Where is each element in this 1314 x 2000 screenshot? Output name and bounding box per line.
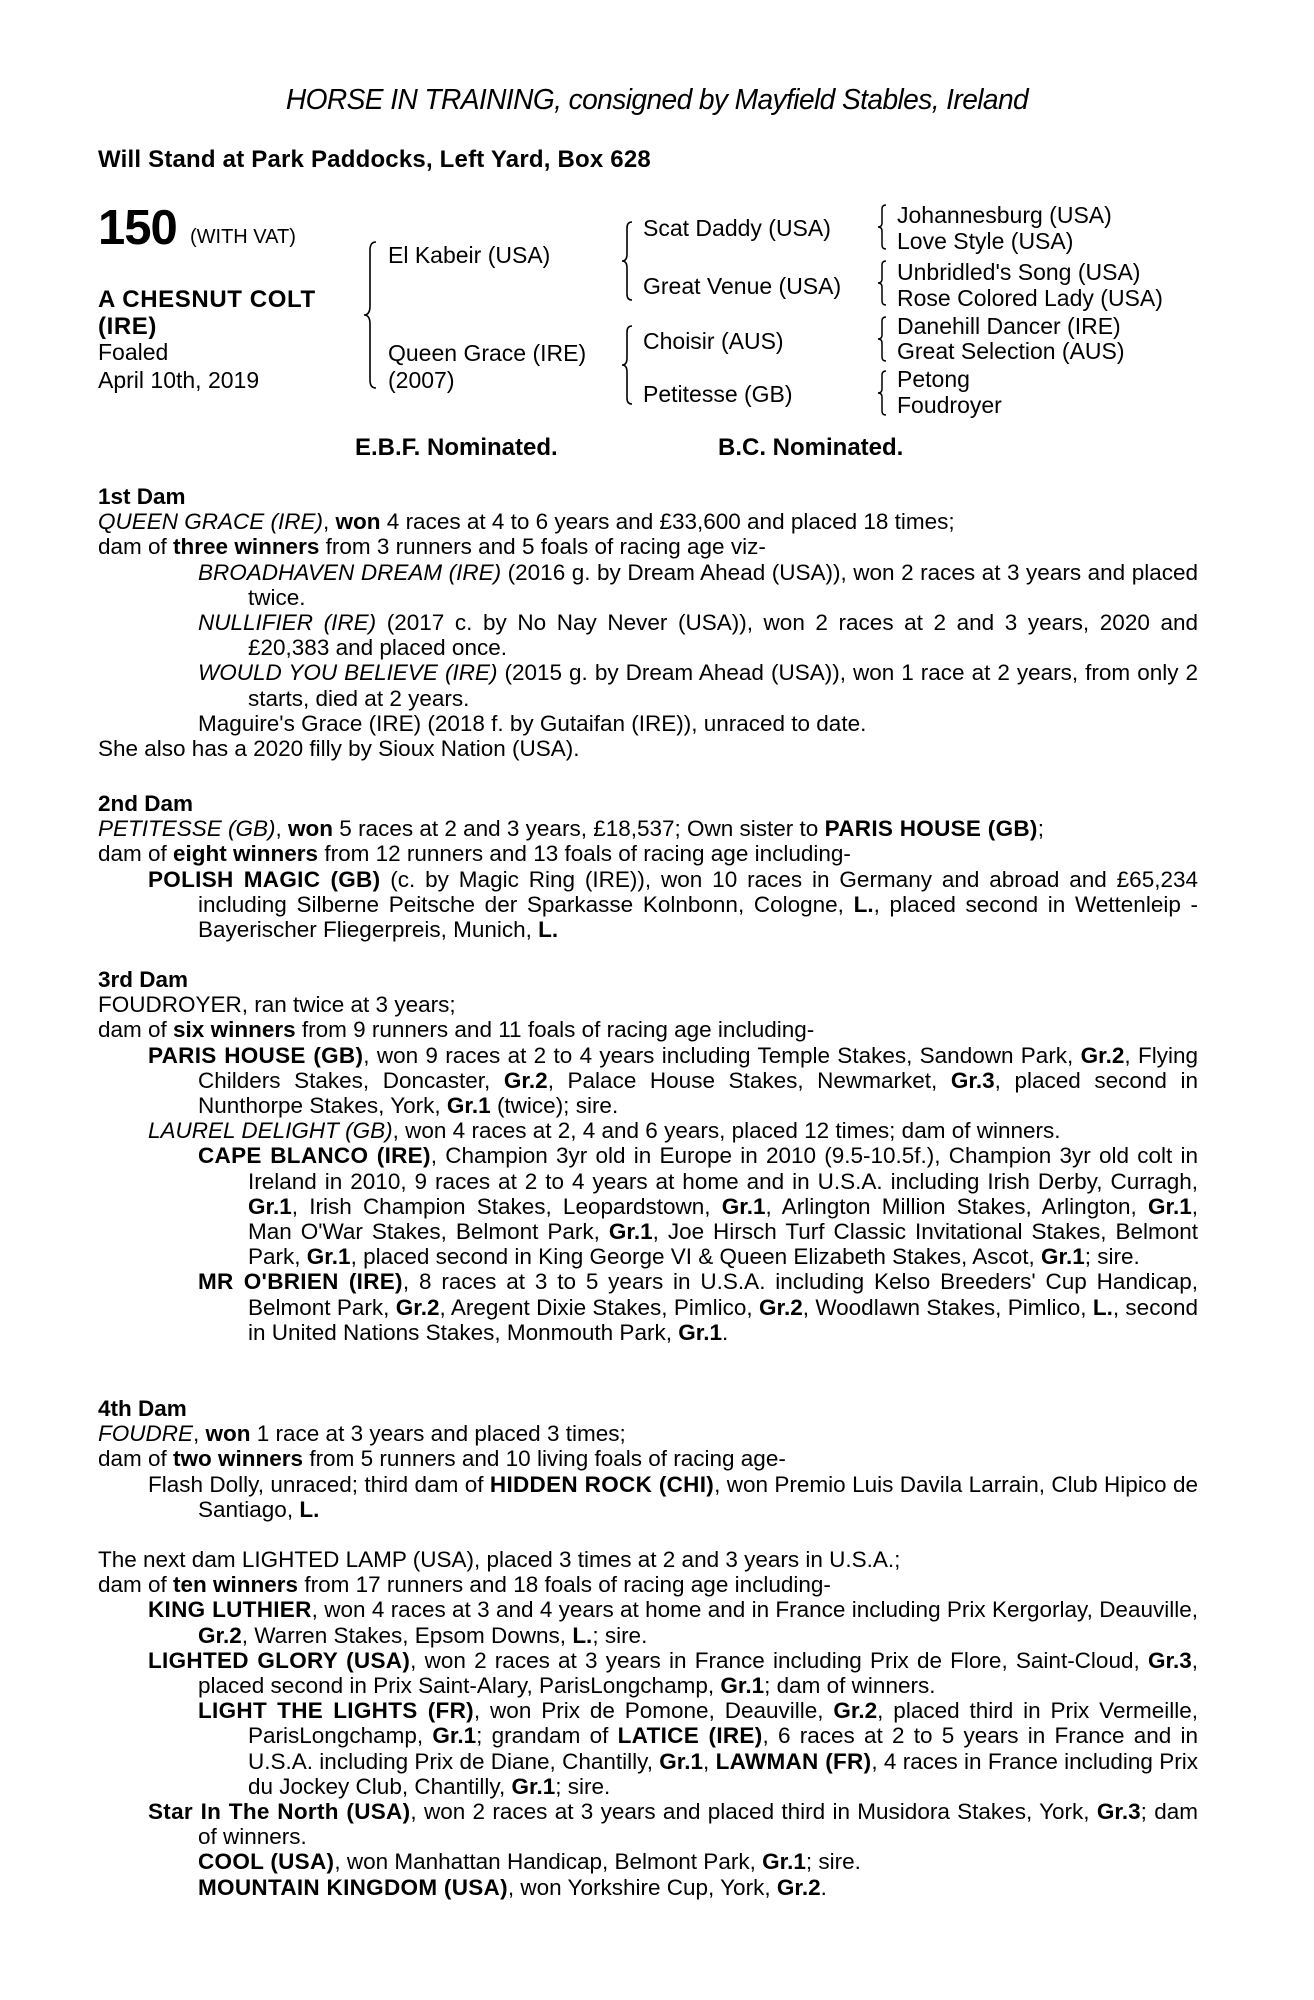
- text: (2017 c. by No Nay Never (USA)), won 2 races at 2 and 3 years, 2020 and £20,383 and placed once.: [248, 610, 1198, 661]
- ebf-nominated: E.B.F. Nominated.: [355, 434, 558, 461]
- dam-year: (2007): [388, 367, 455, 393]
- text: , second in United Nations Stakes, Monmouth Park,: [248, 1294, 1198, 1345]
- produce-entry: [98, 660, 1198, 710]
- text: three winners: [173, 534, 320, 560]
- text: from 9 runners and 11 foals of racing age including-: [295, 1017, 815, 1043]
- horse-name: NULLIFIER (IRE): [198, 610, 377, 636]
- bc-nominated: B.C. Nominated.: [718, 434, 904, 461]
- next-dam-section: [98, 1547, 1198, 1900]
- text: , Flying Childers Stakes, Doncaster,: [198, 1042, 1198, 1093]
- text: , placed second in Prix Saint-Alary, ParisLongchamp,: [198, 1647, 1198, 1699]
- text: Gr.3: [1147, 1647, 1192, 1673]
- pedigree-brace-ggp4: [876, 369, 888, 417]
- produce-entry: [98, 1269, 1198, 1345]
- text: ,: [193, 1421, 206, 1447]
- text: , won Manhattan Handicap, Belmont Park,: [334, 1849, 763, 1875]
- produce-entry: [98, 1648, 1198, 1698]
- text: ;: [1037, 816, 1044, 842]
- foaled-info: [98, 338, 259, 394]
- ggp-danehill-dancer: Danehill Dancer (IRE): [897, 313, 1121, 339]
- first-dam-section: [98, 484, 1198, 761]
- text: Gr.1: [659, 1748, 704, 1774]
- text: (c. by Magic Ring (IRE)), won 10 races in Germany and abroad and £65,234 including Silberne Peitsche der Sparkasse Kolnbonn, Cologne,: [198, 866, 1198, 917]
- horse-name: HIDDEN ROCK (CHI): [489, 1471, 715, 1497]
- horse-name: CAPE BLANCO (IRE): [198, 1143, 431, 1169]
- text: from 3 runners and 5 foals of racing age viz-: [319, 534, 766, 560]
- ggp-petong: Petong: [897, 366, 970, 392]
- pedigree-brace-parents: [362, 240, 378, 390]
- sire-sire-name: Scat Daddy (USA): [643, 215, 831, 241]
- ggp-love-style: Love Style (USA): [897, 228, 1074, 254]
- text: Gr.1: [432, 1723, 477, 1749]
- text: Gr.3: [1096, 1799, 1141, 1825]
- text: dam of: [98, 1017, 174, 1043]
- fourth-dam-section: [98, 1396, 1198, 1522]
- text: , placed second in King George VI & Queen Elizabeth Stakes, Ascot,: [350, 1244, 1041, 1270]
- text: Gr.2: [1080, 1042, 1125, 1068]
- text: , won Prix de Pomone, Deauville,: [473, 1698, 834, 1724]
- text: from 17 runners and 18 foals of racing age including-: [298, 1572, 831, 1598]
- text: Gr.1: [762, 1849, 806, 1875]
- text: Gr.2: [833, 1698, 878, 1724]
- foaled-date: April 10th, 2019: [98, 367, 260, 393]
- dam-name: QUEEN GRACE (IRE): [98, 509, 324, 535]
- page-title: HORSE IN TRAINING, consigned by Mayfield Stables, Ireland: [285, 84, 1029, 116]
- text: , Arlington Million Stakes, Arlington,: [765, 1193, 1148, 1219]
- text: dam of: [98, 1572, 174, 1598]
- text: dam of: [98, 534, 174, 560]
- vat-label: (WITH VAT): [190, 226, 296, 248]
- produce-entry: [98, 867, 1198, 943]
- text: , Woodlawn Stakes, Pimlico,: [802, 1294, 1093, 1320]
- text: six winners: [173, 1017, 296, 1043]
- text: 1 race at 3 years and placed 3 times;: [250, 1421, 626, 1447]
- text: , won Premio Luis Davila Larrain, Club Hipico de Santiago,: [198, 1471, 1199, 1522]
- third-dam-section: [98, 967, 1198, 1345]
- horse-name: COOL (USA): [198, 1849, 335, 1875]
- text: Gr.2: [758, 1294, 803, 1320]
- produce-entry: [98, 1799, 1198, 1849]
- text: , Aregent Dixie Stakes, Pimlico,: [439, 1294, 759, 1320]
- produce-entry: [98, 711, 1198, 736]
- text: Gr.3: [950, 1067, 995, 1093]
- text: Gr.1: [446, 1093, 491, 1119]
- text: , placed second in Nunthorpe Stakes, York,: [198, 1067, 1198, 1119]
- text: Gr.1: [721, 1193, 766, 1219]
- horse-name: POLISH MAGIC (GB): [148, 866, 381, 892]
- section-heading: 1st Dam: [98, 484, 186, 509]
- text: ; sire.: [805, 1849, 861, 1875]
- text: ten winners: [173, 1572, 299, 1598]
- pedigree-brace-dam: [620, 324, 634, 406]
- text: won: [335, 509, 381, 535]
- pedigree-brace-ggp2: [876, 259, 888, 307]
- horse-description-line2: (IRE): [98, 313, 157, 340]
- text: Gr.1: [1040, 1244, 1085, 1270]
- text: ,: [703, 1748, 716, 1774]
- text: won: [205, 1421, 251, 1447]
- produce-entry: [98, 610, 1198, 660]
- text: , Champion 3yr old in Europe in 2010 (9.5-10.5f.), Champion 3yr old colt in Ireland in 2010, 9 races at 2 to 4 years at home and in U.S.A. including Irish Derby, Curragh,: [248, 1143, 1198, 1194]
- pedigree-brace-ggp3: [876, 315, 888, 363]
- text: , Man O'War Stakes, Belmont Park,: [248, 1193, 1198, 1245]
- text: ; sire.: [1084, 1244, 1140, 1270]
- text: , won Yorkshire Cup, York,: [507, 1874, 777, 1900]
- ggp-foudroyer: Foudroyer: [897, 392, 1002, 418]
- text: Gr.1: [678, 1319, 722, 1345]
- text: , won 4 races at 2, 4 and 6 years, placed 12 times; dam of winners.: [392, 1118, 1061, 1144]
- foaled-label: Foaled: [98, 339, 169, 365]
- produce-entry: [98, 1875, 1198, 1900]
- produce-entry: [98, 1143, 1198, 1269]
- produce-entry: [98, 1043, 1198, 1119]
- text: Gr.1: [1147, 1193, 1192, 1219]
- horse-description: [98, 286, 316, 340]
- text: Gr.2: [395, 1294, 440, 1320]
- text: L.: [853, 891, 874, 917]
- location-line: Will Stand at Park Paddocks, Left Yard, Box 628: [98, 146, 651, 173]
- ggp-johannesburg: Johannesburg (USA): [897, 202, 1112, 228]
- produce-entry: [98, 1698, 1198, 1799]
- second-dam-section: [98, 791, 1198, 942]
- horse-name: PARIS HOUSE (GB): [824, 816, 1038, 842]
- text: , Warren Stakes, Epsom Downs,: [241, 1622, 573, 1648]
- horse-name: MR O'BRIEN (IRE): [198, 1269, 403, 1295]
- text: , placed third in Prix Vermeille, ParisLongchamp,: [248, 1698, 1198, 1749]
- text: ,: [323, 509, 336, 535]
- text: , won 2 races at 3 years and placed third in Musidora Stakes, York,: [410, 1799, 1097, 1825]
- section-heading: 2nd Dam: [98, 791, 194, 816]
- horse-name: BROADHAVEN DREAM (IRE): [198, 559, 502, 585]
- dam-line: The next dam LIGHTED LAMP (USA), placed 3 times at 2 and 3 years in U.S.A.;: [98, 1547, 901, 1572]
- text: ; sire.: [592, 1622, 648, 1648]
- produce-entry: [98, 560, 1198, 610]
- text: Gr.2: [503, 1067, 548, 1093]
- text: from 5 runners and 10 living foals of racing age-: [303, 1446, 786, 1472]
- text: L.: [572, 1622, 593, 1648]
- text: Gr.1: [608, 1219, 653, 1245]
- text: , won 2 races at 3 years in France including Prix de Flore, Saint-Cloud,: [410, 1647, 1148, 1673]
- ggp-rose-colored-lady: Rose Colored Lady (USA): [897, 285, 1163, 311]
- text: won: [288, 816, 334, 842]
- text: , Irish Champion Stakes, Leopardstown,: [291, 1193, 722, 1219]
- horse-name: WOULD YOU BELIEVE (IRE): [198, 660, 498, 686]
- pedigree-brace-sire: [620, 220, 634, 302]
- text: L.: [1092, 1294, 1113, 1320]
- text: (2015 g. by Dream Ahead (USA)), won 1 race at 2 years, from only 2 starts, died at 2 years.: [248, 660, 1198, 711]
- dam-name: PETITESSE (GB): [98, 816, 276, 842]
- dam-dam-name: Petitesse (GB): [643, 381, 793, 407]
- horse-name: MOUNTAIN KINGDOM (USA): [198, 1874, 508, 1900]
- text: ; grandam of: [476, 1723, 618, 1749]
- text: (2016 g. by Dream Ahead (USA)), won 2 races at 3 years and placed twice.: [248, 559, 1198, 610]
- horse-name: LAWMAN (FR): [715, 1748, 872, 1774]
- horse-name: LAUREL DELIGHT (GB): [148, 1118, 393, 1144]
- text: , Palace House Stakes, Newmarket,: [547, 1067, 951, 1093]
- text: , won 4 races at 3 and 4 years at home and in France including Prix Kergorlay, Deauville,: [311, 1597, 1198, 1623]
- text: from 12 runners and 13 foals of racing age including-: [318, 841, 851, 867]
- horse-description-line1: A CHESNUT COLT: [98, 286, 316, 313]
- text: , placed second in Wettenleip - Bayerischer Fliegerpreis, Munich,: [198, 891, 1199, 943]
- text: ,: [275, 816, 289, 842]
- text: Gr.2: [776, 1874, 821, 1900]
- text: Gr.1: [720, 1673, 765, 1699]
- text: dam of: [98, 1446, 174, 1472]
- section-heading: 3rd Dam: [98, 967, 189, 992]
- text: , 6 races at 2 to 5 years in France and in U.S.A. including Prix de Diane, Chantilly,: [248, 1723, 1199, 1774]
- text: two winners: [173, 1446, 304, 1472]
- lot-number: 150: [98, 201, 177, 255]
- horse-name: LIGHT THE LIGHTS (FR): [198, 1698, 474, 1724]
- text: .: [820, 1874, 827, 1900]
- ggp-unbridleds-song: Unbridled's Song (USA): [897, 259, 1141, 285]
- produce-entry: [98, 1597, 1198, 1647]
- text: dam of: [98, 841, 174, 867]
- pedigree-brace-ggp1: [876, 203, 888, 251]
- horse-name: LATICE (IRE): [617, 1723, 763, 1749]
- text: Gr.2: [198, 1622, 242, 1648]
- text: Gr.1: [306, 1244, 351, 1270]
- section-heading: 4th Dam: [98, 1396, 187, 1421]
- text: , won 9 races at 2 to 4 years including Temple Stakes, Sandown Park,: [363, 1042, 1081, 1068]
- dam-sire-name: Choisir (AUS): [643, 328, 784, 354]
- horse-name: Star In The North (USA): [148, 1799, 411, 1825]
- text: ; dam of winners.: [764, 1673, 936, 1699]
- text: eight winners: [173, 841, 319, 867]
- text: , 4 races in France including Prix du Jockey Club, Chantilly,: [248, 1748, 1198, 1799]
- ggp-great-selection: Great Selection (AUS): [897, 338, 1125, 364]
- text: Maguire's Grace (IRE) (2018 f. by Gutaifan (IRE)), unraced to date.: [198, 710, 867, 736]
- sire-dam-name: Great Venue (USA): [643, 273, 842, 299]
- text: .: [721, 1319, 729, 1345]
- dam-name: Queen Grace (IRE): [388, 340, 587, 366]
- text: Flash Dolly, unraced; third dam of: [148, 1471, 490, 1497]
- produce-entry: [98, 1472, 1198, 1522]
- horse-name: KING LUTHIER: [148, 1597, 312, 1623]
- horse-name: LIGHTED GLORY (USA): [148, 1647, 411, 1673]
- text: (twice); sire.: [490, 1093, 619, 1119]
- text: ; dam of winners.: [198, 1799, 1198, 1850]
- produce-entry: [98, 1849, 1198, 1874]
- produce-note: She also has a 2020 filly by Sioux Nation (USA).: [98, 736, 580, 762]
- produce-entry: [98, 1118, 1198, 1143]
- sire-name: El Kabeir (USA): [388, 242, 551, 268]
- text: L.: [299, 1496, 320, 1522]
- text: , Joe Hirsch Turf Classic Invitational Stakes, Belmont Park,: [248, 1219, 1198, 1270]
- text: Gr.1: [511, 1773, 556, 1799]
- text: Gr.1: [248, 1193, 292, 1219]
- text: ; sire.: [555, 1773, 611, 1799]
- dam-line: FOUDROYER, ran twice at 3 years;: [98, 992, 456, 1018]
- dam-name: FOUDRE: [98, 1421, 193, 1447]
- horse-name: PARIS HOUSE (GB): [148, 1042, 364, 1068]
- text: , 8 races at 3 to 5 years in U.S.A. including Kelso Breeders' Cup Handicap, Belmont Park,: [248, 1269, 1198, 1320]
- text: 5 races at 2 and 3 years, £18,537; Own sister to: [333, 816, 825, 842]
- text: 4 races at 4 to 6 years and £33,600 and placed 18 times;: [380, 509, 955, 535]
- text: L.: [538, 917, 559, 943]
